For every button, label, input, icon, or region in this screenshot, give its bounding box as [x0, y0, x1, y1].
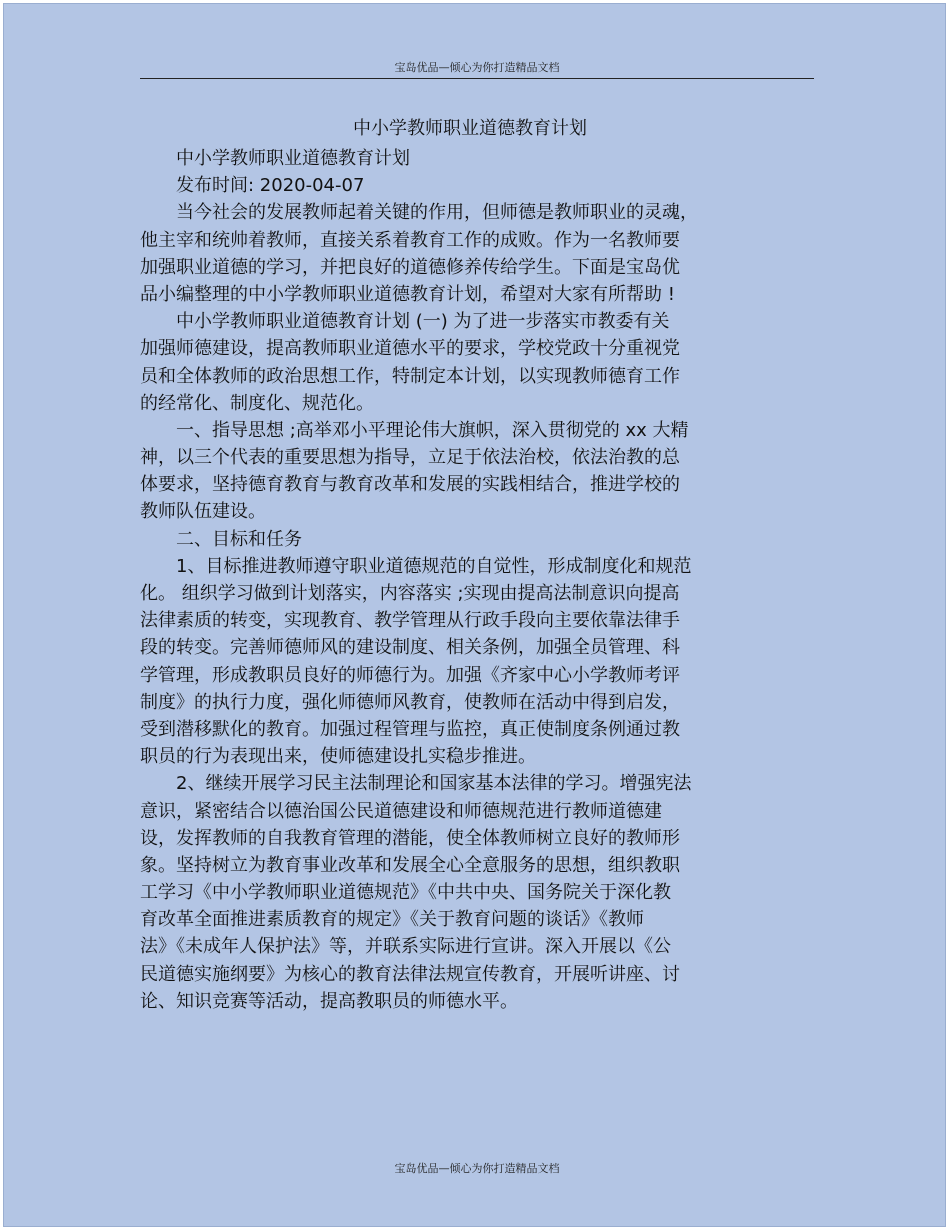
text-line: 体要求，坚持德育教育与教育改革和发展的实践相结合，推进学校的 — [140, 474, 680, 496]
text-line: 民道德实施纲要》为核心的教育法律法规宣传教育，开展听讲座、讨 — [140, 963, 680, 985]
text-line: 1、目标推进教师遵守职业道德规范的自觉性，形成制度化和规范 — [176, 555, 692, 577]
text-line: 论、知识竞赛等活动，提高教职员的师德水平。 — [140, 990, 518, 1012]
text-line: 教师队伍建设。 — [140, 501, 266, 523]
text-line: 他主宰和统帅着教师，直接关系着教育工作的成败。作为一名教师要 — [140, 229, 680, 251]
page-footer: 宝岛优品—倾心为你打造精品文档 — [394, 1162, 560, 1175]
text-line: 化。 组织学习做到计划落实，内容落实 ;实现由提高法制意识向提高 — [140, 583, 680, 604]
text-line: 发布时间: 2020-04-07 — [176, 175, 365, 197]
page-header: 宝岛优品—倾心为你打造精品文档 — [394, 61, 560, 74]
text-line: 二、目标和任务 — [176, 528, 302, 550]
text-line: 中小学教师职业道德教育计划 (一) 为了进一步落实市教委有关 — [176, 311, 670, 333]
text-line: 加强职业道德的学习，并把良好的道德修养传给学生。下面是宝岛优 — [140, 256, 680, 278]
text-line: 法》《未成年人保护法》等，并联系实际进行宣讲。深入开展以《公 — [140, 936, 671, 958]
text-line: 的经常化、制度化、规范化。 — [140, 392, 374, 414]
document-title: 中小学教师职业道德教育计划 — [353, 118, 587, 139]
text-line: 员和全体教师的政治思想工作，特制定本计划，以实现教师德育工作 — [140, 365, 680, 387]
text-line: 受到潜移默化的教育。加强过程管理与监控，真正使制度条例通过教 — [140, 718, 680, 740]
text-line: 制度》的执行力度，强化师德师风教育，使教师在活动中得到启发， — [140, 691, 680, 713]
text-line: 当今社会的发展教师起着关键的作用，但师德是教师职业的灵魂， — [176, 202, 698, 224]
text-line: 法律素质的转变，实现教育、教学管理从行政手段向主要依靠法律手 — [140, 610, 680, 632]
text-line: 神，以三个代表的重要思想为指导，立足于依法治校，依法治教的总 — [140, 447, 680, 469]
text-line: 意识，紧密结合以德治国公民道德建设和师德规范进行教师道德建 — [140, 800, 662, 822]
text-line: 加强师德建设，提高教师职业道德水平的要求，学校党政十分重视党 — [140, 338, 680, 360]
text-line: 中小学教师职业道德教育计划 — [176, 148, 410, 169]
text-line: 育改革全面推进素质教育的规定》《关于教育问题的谈话》《教师 — [140, 909, 644, 931]
text-line: 学管理，形成教职员良好的师德行为。加强《齐家中心小学教师考评 — [140, 664, 680, 686]
text-line: 工学习《中小学教师职业道德规范》《中共中央、国务院关于深化教 — [140, 882, 671, 904]
text-line: 段的转变。完善师德师风的建设制度、相关条例，加强全员管理、科 — [140, 637, 680, 659]
text-line: 设，发挥教师的自我教育管理的潜能，使全体教师树立良好的教师形 — [140, 827, 680, 849]
text-line: 职员的行为表现出来，使师德建设扎实稳步推进。 — [140, 746, 536, 768]
text-line: 一、指导思想 ;高举邓小平理论伟大旗帜，深入贯彻党的 xx 大精 — [176, 419, 689, 441]
header-rule — [140, 78, 814, 79]
document-lines — [140, 145, 800, 1015]
text-line: 品小编整理的中小学教师职业道德教育计划，希望对大家有所帮助 ! — [140, 283, 675, 305]
text-line: 2、继续开展学习民主法制理论和国家基本法律的学习。增强宪法 — [176, 773, 692, 795]
text-line: 象。坚持树立为教育事业改革和发展全心全意服务的思想，组织教职 — [140, 854, 680, 876]
document-body — [140, 115, 800, 1015]
document-page — [3, 3, 946, 1227]
